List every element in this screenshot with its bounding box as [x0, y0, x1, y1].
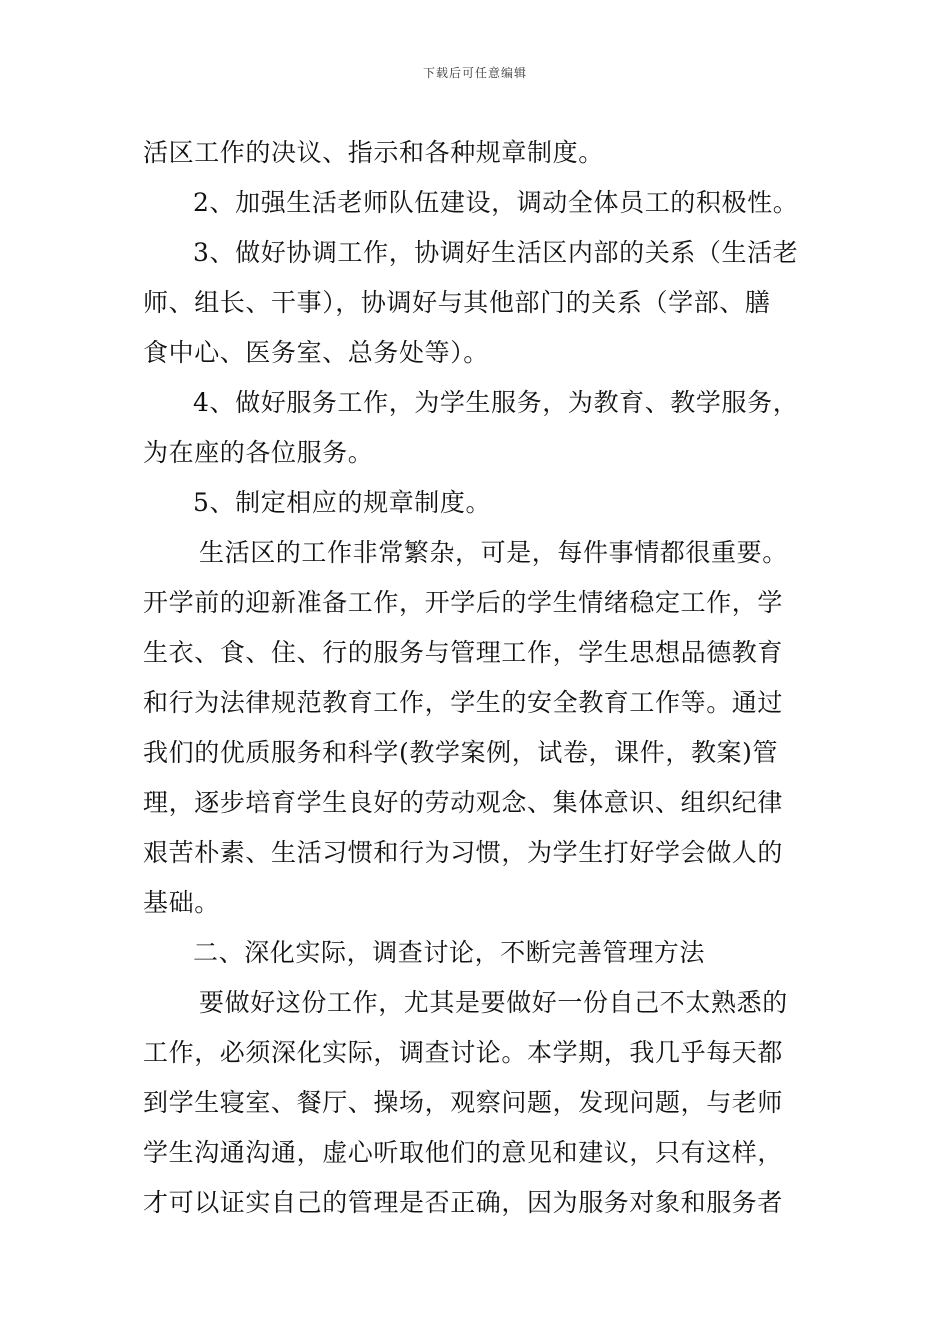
text-line: 3、做好协调工作，协调好生活区内部的关系（生活老 — [193, 238, 799, 267]
document-body — [143, 128, 811, 1228]
text-line: 基础。 — [143, 888, 220, 917]
header-note: 下载后可任意编辑 — [422, 66, 527, 80]
text-line: 5、制定相应的规章制度。 — [193, 488, 492, 517]
text-line: 活区工作的决议、指示和各种规章制度。 — [143, 138, 604, 167]
text-line: 和行为法律规范教育工作，学生的安全教育工作等。通过 — [143, 688, 784, 717]
text-line: 食中心、医务室、总务处等）。 — [143, 338, 489, 367]
text-line: 2、加强生活老师队伍建设，调动全体员工的积极性。 — [193, 188, 799, 217]
text-line: 艰苦朴素、生活习惯和行为习惯，为学生打好学会做人的 — [143, 838, 784, 867]
text-line: 生衣、食、住、行的服务与管理工作，学生思想品德教育 — [143, 638, 784, 667]
text-line: 理，逐步培育学生良好的劳动观念、集体意识、组织纪律 — [143, 788, 784, 817]
text-line: 要做好这份工作，尤其是要做好一份自己不太熟悉的 — [199, 988, 788, 1017]
text-line: 工作，必须深化实际，调查讨论。本学期，我几乎每天都 — [143, 1038, 784, 1067]
text-line: 师、组长、干事），协调好与其他部门的关系（学部、膳 — [143, 288, 771, 317]
text-line: 学生沟通沟通，虚心听取他们的意见和建议，只有这样， — [143, 1138, 784, 1167]
text-line: 4、做好服务工作，为学生服务，为教育、教学服务， — [193, 388, 799, 417]
text-line: 开学前的迎新准备工作，开学后的学生情绪稳定工作，学 — [143, 588, 784, 617]
text-line: 生活区的工作非常繁杂，可是，每件事情都很重要。 — [199, 538, 788, 567]
text-line: 为在座的各位服务。 — [143, 438, 374, 467]
text-line: 到学生寝室、餐厅、操场，观察问题，发现问题，与老师 — [143, 1088, 784, 1117]
section-heading: 二、深化实际，调查讨论，不断完善管理方法 — [193, 938, 706, 967]
text-line: 才可以证实自己的管理是否正确，因为服务对象和服务者 — [143, 1188, 784, 1217]
text-line: 我们的优质服务和科学(教学案例，试卷，课件，教案)管 — [143, 738, 779, 767]
